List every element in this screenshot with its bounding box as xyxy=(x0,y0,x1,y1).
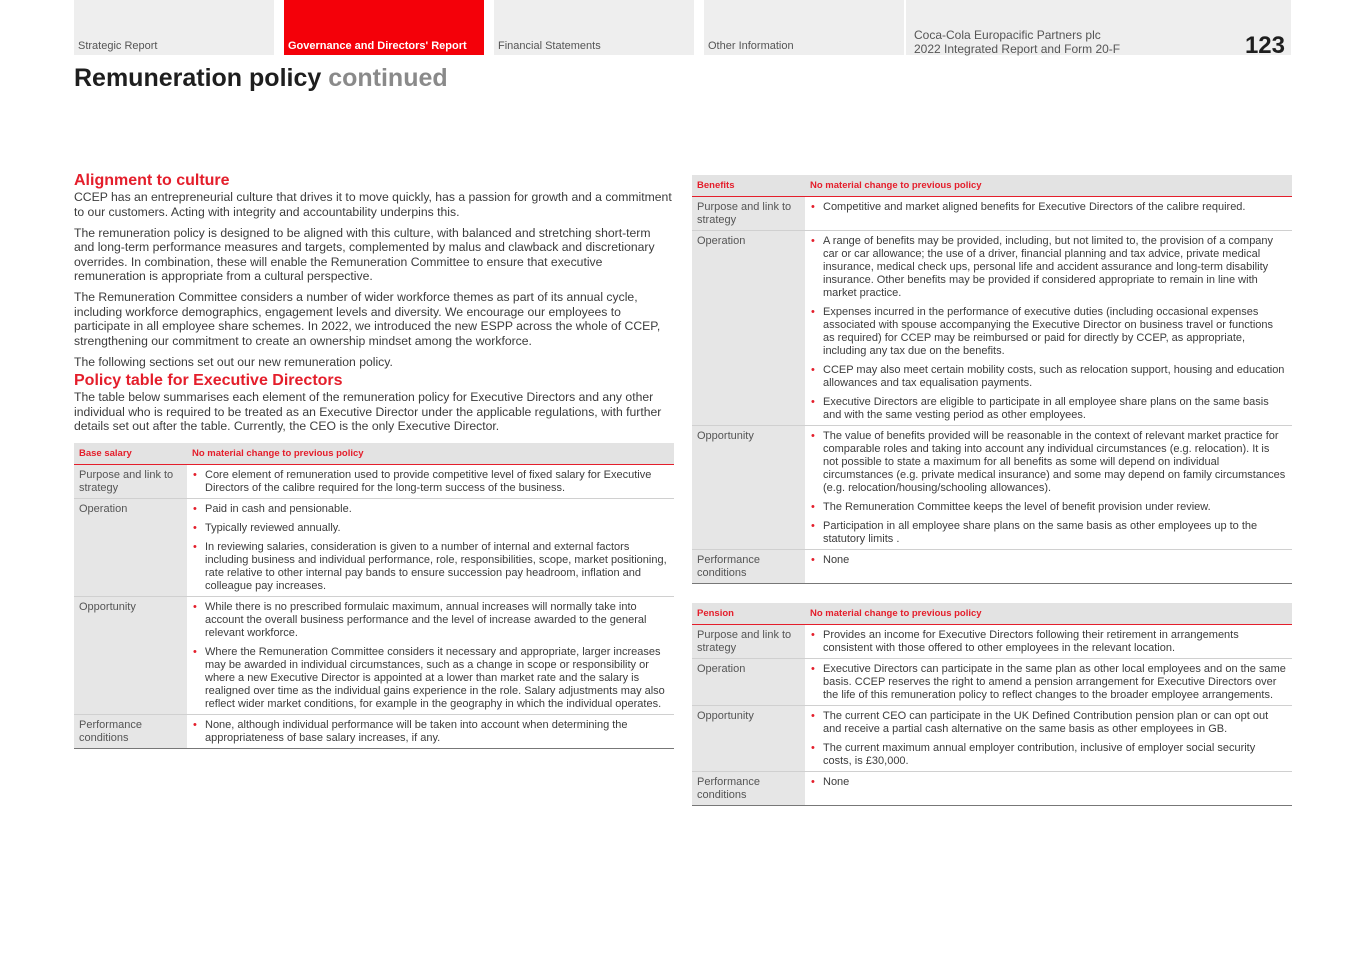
alignment-paragraph: The following sections set out our new remuneration policy. xyxy=(74,354,393,369)
list-item xyxy=(810,501,1287,514)
list-item xyxy=(810,306,1287,358)
row-label: Performance conditions xyxy=(692,772,805,806)
table-row xyxy=(692,659,1292,706)
list-item xyxy=(810,520,1287,546)
bullet-text: Competitive and market aligned benefits for Executive Directors of the calibre required. xyxy=(823,201,1246,213)
list-item xyxy=(192,719,669,745)
row-content xyxy=(187,596,674,714)
list-item xyxy=(810,742,1287,768)
bullet-list xyxy=(810,554,1287,567)
table-element-name: Pension xyxy=(692,603,805,625)
bullet-icon: • xyxy=(811,430,815,442)
bullet-text: None xyxy=(823,776,850,788)
row-label: Purpose and link to strategy xyxy=(74,464,187,498)
bullet-list xyxy=(810,430,1287,546)
page-title-main: Remuneration policy xyxy=(74,64,322,92)
row-label: Opportunity xyxy=(692,706,805,772)
bullet-text: Typically reviewed annually. xyxy=(205,521,341,534)
list-item xyxy=(810,554,1287,567)
section-nav xyxy=(74,0,914,55)
bullet-icon: • xyxy=(811,520,815,532)
bullet-list xyxy=(192,503,669,593)
bullet-icon: • xyxy=(811,235,815,247)
table-change-note: No material change to previous policy xyxy=(187,443,674,465)
bullet-icon: • xyxy=(811,396,815,408)
bullet-list xyxy=(810,235,1287,422)
row-label: Operation xyxy=(74,498,187,596)
table-change-note: No material change to previous policy xyxy=(805,603,1292,625)
row-content xyxy=(805,659,1292,706)
pension-section xyxy=(692,603,1292,806)
list-item xyxy=(810,396,1287,422)
bullet-icon: • xyxy=(811,554,815,566)
bullet-text: A range of benefits may be provided, including, but not limited to, the provision of a company car or car allowance; the use of a driver, financial planning and tax advice, private medical insurance, medical check ups, personal life and accident assurance and long-term disability insurance. Other benefits may be provided if considered appropriate to remain in line with market practice. xyxy=(823,235,1274,299)
table-element-name: Benefits xyxy=(692,175,805,197)
tab-governance[interactable]: Governance and Directors' Report xyxy=(284,0,484,55)
table-row xyxy=(692,426,1292,550)
table-header-row xyxy=(692,603,1292,625)
table-row xyxy=(692,772,1292,806)
bullet-icon: • xyxy=(193,718,197,731)
bullet-icon: • xyxy=(811,663,815,675)
tab-financial-statements[interactable]: Financial Statements xyxy=(494,0,694,55)
bullet-icon: • xyxy=(193,468,197,481)
bullet-list xyxy=(810,710,1287,768)
list-item xyxy=(810,663,1287,702)
bullet-icon: • xyxy=(193,540,197,553)
row-content xyxy=(187,498,674,596)
row-label: Performance conditions xyxy=(692,550,805,584)
bullet-icon: • xyxy=(193,645,197,658)
table-header-row xyxy=(74,443,674,465)
row-content xyxy=(805,550,1292,584)
bullet-list xyxy=(192,469,669,495)
bullet-text: The value of benefits provided will be reasonable in the context of relevant market practice for comparable roles and taking into account any individual circumstances (e.g. relocation). It is not possible to state a maximum for all benefits as some will depend on individual circumstances (e.g. private medical insurance) and some may depend on family circumstances (e.g. relocation/housing/schooling allowances). xyxy=(823,430,1286,494)
list-item xyxy=(810,776,1287,789)
bullet-text: Participation in all employee share plans on the same basis as other employees up to the statutory limits . xyxy=(823,520,1258,545)
row-content xyxy=(805,197,1292,231)
tab-strategic-report[interactable]: Strategic Report xyxy=(74,0,274,55)
table-row xyxy=(692,231,1292,426)
bullet-icon: • xyxy=(193,521,197,534)
page-number: 123 xyxy=(1244,32,1285,59)
bullet-list xyxy=(810,201,1287,214)
list-item xyxy=(810,629,1287,655)
bullet-icon: • xyxy=(811,501,815,513)
table-row xyxy=(692,550,1292,584)
bullet-text: In reviewing salaries, consideration is given to a number of internal and external factors including business and individual performance, role, responsibilities, scope, market positioning, rate relative to other internal pay bands to ensure succession pay headroom, inflation and colleague pay increases. xyxy=(205,540,667,592)
page-title xyxy=(74,64,448,93)
bullet-text: The current CEO can participate in the UK Defined Contribution pension plan or can opt out and receive a partial cash alternative on the same basis as other employees in GB. xyxy=(823,710,1269,735)
list-item xyxy=(192,541,669,593)
bullet-text: While there is no prescribed formulaic maximum, annual increases will normally take into account the overall business performance and the level of increase awarded to the general relevant workforce. xyxy=(205,600,647,639)
row-content xyxy=(805,772,1292,806)
list-item xyxy=(810,235,1287,300)
table-change-note: No material change to previous policy xyxy=(805,175,1292,197)
row-label: Operation xyxy=(692,659,805,706)
list-item xyxy=(192,522,669,535)
bullet-icon: • xyxy=(811,629,815,641)
tab-other-information[interactable]: Other Information xyxy=(704,0,904,55)
company-name: Coca-Cola Europacific Partners plc xyxy=(914,28,1101,42)
bullet-text: Executive Directors are eligible to participate in all employee share plans on the same basis and with the same vesting period as other employees. xyxy=(823,396,1269,421)
bullet-icon: • xyxy=(811,306,815,318)
table-row xyxy=(74,714,674,748)
bullet-icon: • xyxy=(193,502,197,515)
report-name: 2022 Integrated Report and Form 20-F xyxy=(914,42,1121,56)
list-item xyxy=(810,710,1287,736)
bullet-text: None xyxy=(823,554,850,566)
bullet-list xyxy=(810,629,1287,655)
bullet-icon: • xyxy=(193,600,197,613)
table-row xyxy=(692,625,1292,659)
document-title xyxy=(914,28,1120,56)
bullet-text: Provides an income for Executive Directors following their retirement in arrangements consistent with those offered to other employees in the relevant location. xyxy=(823,629,1239,654)
page-title-suffix: continued xyxy=(328,64,448,92)
row-content xyxy=(805,231,1292,426)
table-row xyxy=(74,464,674,498)
bullet-text: Where the Remuneration Committee considers it necessary and appropriate, larger increases may be awarded in individual circumstances, such as a change in scope or responsibility or where a new Executive Director is appointed at a lower than market rate and the salary is realigned over time as the individual gains experience in the role. Salary adjustments may also reflect wider market conditions, for example in the geography in which the individual operates. xyxy=(205,645,665,710)
policy-table-intro: The table below summarises each element of the remuneration policy for Executive Directors and any other individual who is required to be treated as an Executive Director under the applicable regulations, with further details set out after the table. Currently, the CEO is the only Executive Director. xyxy=(74,390,662,433)
left-column xyxy=(74,172,674,749)
bullet-icon: • xyxy=(811,710,815,722)
bullet-list xyxy=(810,663,1287,702)
bullet-icon: • xyxy=(811,776,815,788)
row-label: Opportunity xyxy=(692,426,805,550)
list-item xyxy=(810,364,1287,390)
list-item xyxy=(810,201,1287,214)
list-item xyxy=(810,430,1287,495)
pension-table xyxy=(692,603,1292,806)
benefits-section xyxy=(692,175,1292,584)
list-item xyxy=(192,601,669,640)
bullet-text: CCEP may also meet certain mobility costs, such as relocation support, housing and education allowances and tax equalisation payments. xyxy=(823,364,1285,389)
bullet-list xyxy=(192,601,669,711)
alignment-heading: Alignment to culture xyxy=(74,172,230,189)
bullet-text: Expenses incurred in the performance of executive duties (including occasional expenses associated with spouse accompanying the Executive Director on business travel or functions as required) for CCEP may be reimbursed or paid for directly by CCEP, as appropriate, including any tax due on the benefits. xyxy=(823,306,1274,357)
table-row xyxy=(74,596,674,714)
list-item xyxy=(192,503,669,516)
table-row xyxy=(74,498,674,596)
bullet-list xyxy=(810,776,1287,789)
list-item xyxy=(192,646,669,711)
row-content xyxy=(187,464,674,498)
policy-table-heading: Policy table for Executive Directors xyxy=(74,372,343,389)
bullet-icon: • xyxy=(811,201,815,213)
table-header-row xyxy=(692,175,1292,197)
row-content xyxy=(805,706,1292,772)
bullet-text: Executive Directors can participate in the same plan as other local employees and on the same basis. CCEP reserves the right to amend a pension arrangement for Executive Directors over the life of this remuneration policy to reflect changes to the broader employee arrangements. xyxy=(823,663,1286,701)
row-label: Operation xyxy=(692,231,805,426)
bullet-text: None, although individual performance will be taken into account when determining the appropriateness of base salary increases, if any. xyxy=(205,718,628,744)
bullet-icon: • xyxy=(811,742,815,754)
alignment-paragraph: The Remuneration Committee considers a number of wider workforce themes as part of its annual cycle, including workforce demographics, engagement levels and diversity. We encourage our employees to participate in all employee share schemes. In 2022, we introduced the new ESPP across the whole of CCEP, strengthening our commitment to create an ownership mindset among the workforce. xyxy=(74,290,661,348)
row-content xyxy=(805,426,1292,550)
list-item xyxy=(192,469,669,495)
bullet-text: The current maximum annual employer contribution, inclusive of employer social security costs, is £30,000. xyxy=(823,742,1256,767)
alignment-paragraph: CCEP has an entrepreneurial culture that drives it to move quickly, has a passion for growth and a commitment to our customers. Acting with integrity and accountability underpins this. xyxy=(74,190,672,219)
row-content xyxy=(187,714,674,748)
row-label: Opportunity xyxy=(74,596,187,714)
base-salary-table xyxy=(74,443,674,749)
bullet-text: Core element of remuneration used to provide competitive level of fixed salary for Executive Directors of the calibre required for the long-term success of the business. xyxy=(205,468,652,494)
row-content xyxy=(805,625,1292,659)
row-label: Purpose and link to strategy xyxy=(692,197,805,231)
table-row xyxy=(692,706,1292,772)
bullet-icon: • xyxy=(811,364,815,376)
row-label: Performance conditions xyxy=(74,714,187,748)
bullet-list xyxy=(192,719,669,745)
alignment-paragraph: The remuneration policy is designed to be aligned with this culture, with balanced and stretching short-term and long-term performance measures and targets, complemented by malus and clawback and discretionary overrides. In combination, these will enable the Remuneration Committee to ensure that executive remuneration is appropriate from a cultural perspective. xyxy=(74,225,655,283)
bullet-text: The Remuneration Committee keeps the level of benefit provision under review. xyxy=(823,501,1211,513)
table-element-name: Base salary xyxy=(74,443,187,465)
benefits-table xyxy=(692,175,1292,584)
bullet-text: Paid in cash and pensionable. xyxy=(205,502,352,515)
document-header xyxy=(906,0,1291,59)
row-label: Purpose and link to strategy xyxy=(692,625,805,659)
table-row xyxy=(692,197,1292,231)
